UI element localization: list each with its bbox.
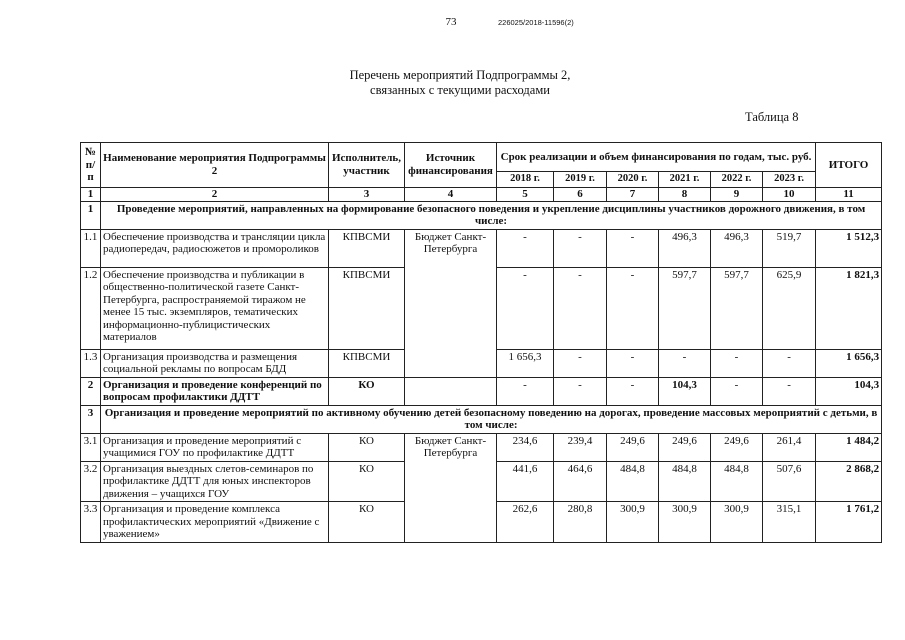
title-line-2: связанных с текущими расходами [370, 83, 550, 97]
funding-source: Бюджет Санкт-Петербурга [405, 433, 497, 542]
title-line-1: Перечень мероприятий Подпрограммы 2, [349, 68, 571, 82]
table-row [81, 433, 882, 461]
value-2023: 519,7 [763, 229, 816, 267]
value-2023: 315,1 [763, 502, 816, 543]
value-2021: - [659, 349, 711, 377]
table-row [81, 377, 882, 405]
value-2021: 104,3 [659, 377, 711, 405]
measure-name: Организация производства и размещения социальной рекламы по вопросам БДД [101, 349, 329, 377]
value-2020: - [607, 377, 659, 405]
value-2019: - [554, 229, 607, 267]
column-number: 10 [763, 187, 816, 201]
value-2023: 507,6 [763, 461, 816, 502]
value-2023: 261,4 [763, 433, 816, 461]
header-name: Наименование мероприятия Подпрограммы 2 [101, 143, 329, 188]
value-2019: 280,8 [554, 502, 607, 543]
section-row [81, 405, 882, 433]
value-2020: - [607, 229, 659, 267]
value-2022: 484,8 [711, 461, 763, 502]
value-2020: - [607, 349, 659, 377]
value-2022: - [711, 349, 763, 377]
measures-table [80, 142, 882, 543]
header-period: Срок реализации и объем финансирования по годам, тыс. руб. [497, 143, 816, 172]
column-numbers-row [81, 187, 882, 201]
executor: КПВСМИ [329, 349, 405, 377]
row-number: 3.2 [81, 461, 101, 502]
executor: КО [329, 502, 405, 543]
column-number: 9 [711, 187, 763, 201]
value-2021: 484,8 [659, 461, 711, 502]
row-number: 3.3 [81, 502, 101, 543]
header-executor: Исполнитель, участник [329, 143, 405, 188]
header-year: 2020 г. [607, 172, 659, 188]
row-number: 1.2 [81, 267, 101, 349]
header-source: Источник финансирования [405, 143, 497, 188]
section-title: Проведение мероприятий, направленных на формирование безопасного поведения и укрепление дисциплины участников дорожного движения, в том числе: [101, 201, 882, 229]
row-total: 104,3 [816, 377, 882, 405]
column-number: 1 [81, 187, 101, 201]
column-number: 3 [329, 187, 405, 201]
value-2023: - [763, 349, 816, 377]
value-2019: - [554, 267, 607, 349]
value-2022: - [711, 377, 763, 405]
value-2018: 1 656,3 [497, 349, 554, 377]
funding-source: Бюджет Санкт-Петербурга [405, 229, 497, 377]
value-2020: 249,6 [607, 433, 659, 461]
header-total: ИТОГО [816, 143, 882, 188]
document-title [250, 68, 670, 98]
row-total: 1 484,2 [816, 433, 882, 461]
measure-name: Обеспечение производства и трансляции цикла радиопередач, радиосюжетов и проморoликов [101, 229, 329, 267]
value-2021: 300,9 [659, 502, 711, 543]
row-number: 1.1 [81, 229, 101, 267]
executor: КПВСМИ [329, 267, 405, 349]
executor: КО [329, 461, 405, 502]
executor: КПВСМИ [329, 229, 405, 267]
value-2021: 496,3 [659, 229, 711, 267]
measure-name: Организация и проведение комплекса профилактических мероприятий «Движение с уважением» [101, 502, 329, 543]
value-2022: 249,6 [711, 433, 763, 461]
row-total: 1 761,2 [816, 502, 882, 543]
column-number: 2 [101, 187, 329, 201]
value-2022: 300,9 [711, 502, 763, 543]
value-2022: 597,7 [711, 267, 763, 349]
value-2020: - [607, 267, 659, 349]
value-2018: - [497, 267, 554, 349]
header-num: № п/п [81, 143, 101, 188]
measure-name: Организация и проведение мероприятий с учащимися ГОУ по профилактике ДДТТ [101, 433, 329, 461]
row-number: 3 [81, 405, 101, 433]
row-total: 1 656,3 [816, 349, 882, 377]
row-total: 2 868,2 [816, 461, 882, 502]
executor: КО [329, 377, 405, 405]
header-year: 2018 г. [497, 172, 554, 188]
column-number: 11 [816, 187, 882, 201]
header-year: 2021 г. [659, 172, 711, 188]
table-label: Таблица 8 [745, 110, 799, 124]
section-row [81, 201, 882, 229]
row-total: 1 512,3 [816, 229, 882, 267]
measure-name: Организация выездных слетов-семинаров по профилактике ДДТТ для юных инспекторов движения – учащихся ГОУ [101, 461, 329, 502]
value-2019: 464,6 [554, 461, 607, 502]
value-2020: 300,9 [607, 502, 659, 543]
column-number: 6 [554, 187, 607, 201]
row-total: 1 821,3 [816, 267, 882, 349]
value-2023: - [763, 377, 816, 405]
column-number: 7 [607, 187, 659, 201]
header-row [81, 143, 882, 172]
row-number: 2 [81, 377, 101, 405]
row-number: 1.3 [81, 349, 101, 377]
header-year: 2022 г. [711, 172, 763, 188]
value-2018: - [497, 229, 554, 267]
header-year: 2023 г. [763, 172, 816, 188]
value-2018: 234,6 [497, 433, 554, 461]
value-2019: 239,4 [554, 433, 607, 461]
page-number: 73 [445, 16, 457, 28]
value-2023: 625,9 [763, 267, 816, 349]
table-row [81, 229, 882, 267]
header-year: 2019 г. [554, 172, 607, 188]
column-number: 5 [497, 187, 554, 201]
row-number: 1 [81, 201, 101, 229]
value-2020: 484,8 [607, 461, 659, 502]
section-title: Организация и проведение мероприятий по активному обучению детей безопасному поведению на дорогах, проведение массовых мероприятий с детьми, в том числе: [101, 405, 882, 433]
document-id: 226025/2018-11596(2) [498, 18, 574, 27]
measure-name: Организация и проведение конференций по вопросам профилактики ДДТТ [101, 377, 329, 405]
measure-name: Обеспечение производства и публикации в общественно-политической газете Санкт-Петербурга, распространяемой тиражом не менее 15 тыс. экземпляров, тематических информационно-публицистических материалов [101, 267, 329, 349]
value-2021: 249,6 [659, 433, 711, 461]
column-number: 8 [659, 187, 711, 201]
value-2019: - [554, 349, 607, 377]
value-2018: - [497, 377, 554, 405]
funding-source [405, 377, 497, 405]
executor: КО [329, 433, 405, 461]
value-2022: 496,3 [711, 229, 763, 267]
column-number: 4 [405, 187, 497, 201]
value-2019: - [554, 377, 607, 405]
value-2018: 262,6 [497, 502, 554, 543]
row-number: 3.1 [81, 433, 101, 461]
value-2018: 441,6 [497, 461, 554, 502]
value-2021: 597,7 [659, 267, 711, 349]
